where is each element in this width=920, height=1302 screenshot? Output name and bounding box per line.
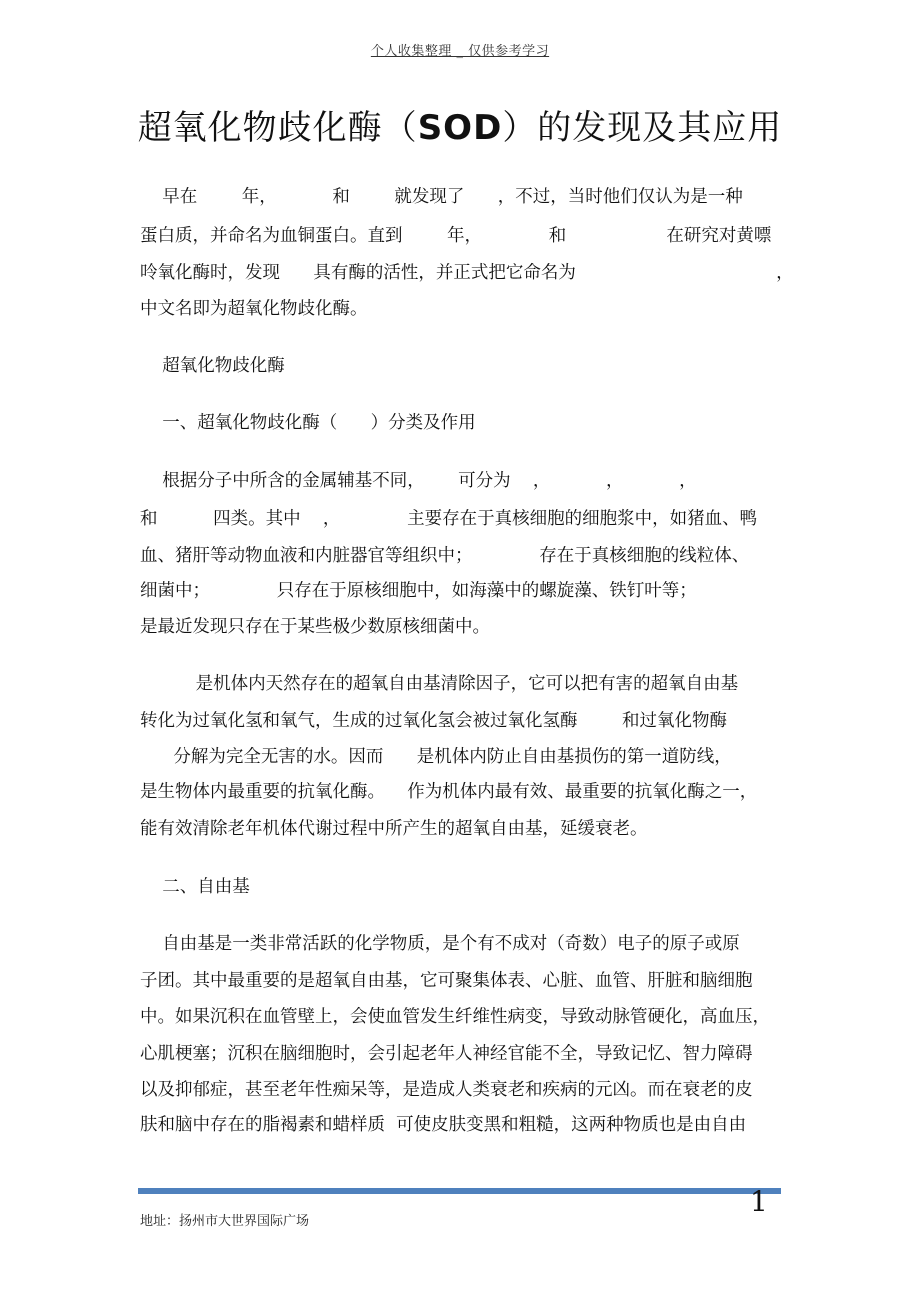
footer-divider-bar xyxy=(138,1188,781,1194)
para3-line: 能有效清除老年机体代谢过程中所产生的超氧自由基，延缓衰老。 xyxy=(140,819,648,839)
header-note: 个人收集整理 _ 仅供参考学习 xyxy=(370,44,550,59)
section2-heading: 二、自由基 xyxy=(140,877,250,897)
section1-heading: 一、超氧化物歧化酶（ ）分类及作用 xyxy=(140,413,476,433)
title-prefix: 超氧化物歧化酶（ xyxy=(137,108,418,148)
para2-line: 是最近发现只存在于某些极少数原核细菌中。 xyxy=(140,617,490,637)
para3-line: 转化为过氧化氢和氧气，生成的过氧化氢会被过氧化氢酶 和过氧化物酶 xyxy=(140,711,727,731)
para1-line: 早在 年， 和 就发现了 ，不过，当时他们仅认为是一种 xyxy=(140,187,743,207)
title-suffix: ）的发现及其应用 xyxy=(502,108,783,148)
para4-line: 自由基是一类非常活跃的化学物质，是个有不成对（奇数）电子的原子或原 xyxy=(140,934,740,954)
para4-line: 心肌梗塞；沉积在脑细胞时，会引起老年人神经官能不全，导致记忆、智力障碍 xyxy=(140,1044,753,1064)
para1-line: 蛋白质，并命名为血铜蛋白。直到 年， 和 在研究对黄嘌 xyxy=(140,226,772,246)
para4-line: 肤和脑中存在的脂褐素和蜡样质 可使皮肤变黑和粗糙，这两种物质也是由自由 xyxy=(140,1115,747,1135)
para2-line: 和 四类。其中 ， 主要存在于真核细胞的细胞浆中，如猪血、鸭 xyxy=(140,509,758,529)
para3-line: 是机体内天然存在的超氧自由基清除因子，它可以把有害的超氧自由基 xyxy=(140,674,739,694)
para3-line: 分解为完全无害的水。因而 是机体内防止自由基损伤的第一道防线， xyxy=(140,747,732,767)
para1-line: 中文名即为超氧化物歧化酶。 xyxy=(140,299,368,319)
page-number: 1 xyxy=(750,1185,768,1218)
title-abbr: SOD xyxy=(417,108,503,148)
para2-line: 细菌中； 只存在于原核细胞中，如海藻中的螺旋藻、铁钉叶等； xyxy=(140,581,697,601)
para4-line: 子团。其中最重要的是超氧自由基，它可聚集体表、心脏、血管、肝脏和脑细胞 xyxy=(140,971,753,991)
page-title xyxy=(0,100,920,149)
subtitle-sod: 超氧化物歧化酶 xyxy=(140,356,285,376)
para3-line: 是生物体内最重要的抗氧化酶。 作为机体内最有效、最重要的抗氧化酶之一， xyxy=(140,782,758,802)
para2-line: 血、猪肝等动物血液和内脏器官等组织中； 存在于真核细胞的线粒体、 xyxy=(140,546,750,566)
para4-line: 以及抑郁症，甚至老年性痴呆等，是造成人类衰老和疾病的元凶。而在衰老的皮 xyxy=(140,1080,753,1100)
footer-address: 地址：扬州市大世界国际广场 xyxy=(140,1214,310,1229)
para1-line: 呤氧化酶时，发现 具有酶的活性，并正式把它命名为 ， xyxy=(140,263,794,283)
para2-line: 根据分子中所含的金属辅基不同， 可分为 ， ， ， xyxy=(140,471,697,491)
para4-line: 中。如果沉积在血管壁上，会使血管发生纤维性病变，导致动脉管硬化，高血压， xyxy=(140,1007,770,1027)
